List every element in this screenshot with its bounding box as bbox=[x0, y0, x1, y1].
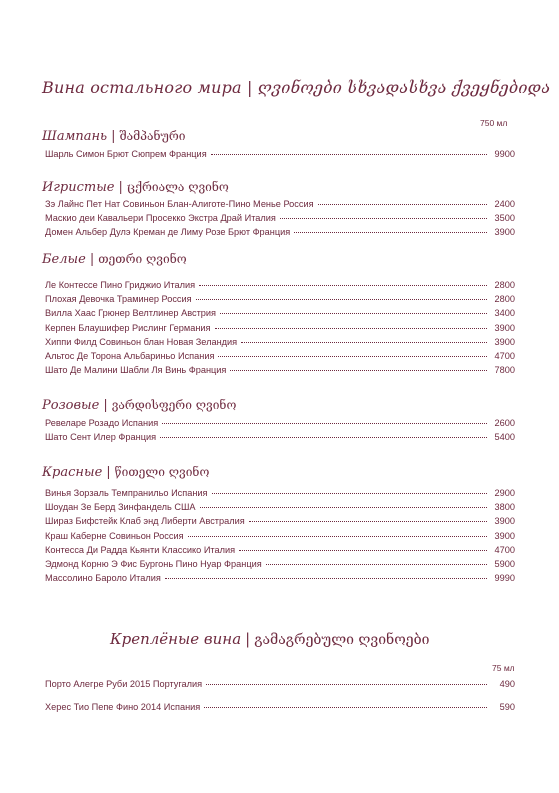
item-price: 3900 bbox=[494, 227, 515, 238]
item-name: Шарль Симон Брют Сюпрем Франция bbox=[45, 149, 207, 159]
item-price: 3400 bbox=[494, 308, 515, 319]
dot-leader bbox=[196, 299, 487, 300]
dot-leader bbox=[266, 564, 487, 565]
section-title-geo: ცქრიალა ღვინო bbox=[126, 180, 229, 194]
menu-item-row bbox=[45, 294, 515, 307]
page-title: Вина остального мира | ღვინოები სხვადასხვა ქვეყნებიდა bbox=[42, 78, 551, 97]
dot-leader bbox=[220, 313, 487, 314]
section-separator: | bbox=[111, 129, 116, 144]
item-price: 2400 bbox=[494, 199, 515, 209]
item-name: Массолино Бароло Италия bbox=[45, 573, 161, 584]
menu-item-row bbox=[45, 351, 515, 364]
section-separator: | bbox=[89, 252, 95, 267]
section-separator: | bbox=[103, 398, 108, 413]
item-name: Порто Алегре Руби 2015 Португалия bbox=[45, 679, 203, 689]
dot-leader bbox=[165, 578, 487, 579]
dot-leader bbox=[204, 707, 487, 708]
volume-label: 750 мл bbox=[480, 118, 508, 128]
section-title-ru: Красные bbox=[42, 465, 103, 480]
item-price: 5900 bbox=[494, 559, 515, 569]
item-name: Домен Альбер Дулэ Креман де Лиму Розе Брют Франция bbox=[45, 227, 291, 238]
dot-leader bbox=[200, 507, 487, 508]
item-name: Маскио деи Кавальери Просекко Экстра Драй Италия bbox=[45, 213, 276, 224]
item-name: Ширaз Бифстейк Клаб энд Либерти Австралия bbox=[45, 516, 245, 527]
item-name: Шато Де Малини Шабли Ля Винь Франция bbox=[45, 365, 227, 376]
item-name: Шоудан Зе Берд Зинфандель США bbox=[45, 502, 196, 513]
dot-leader bbox=[218, 356, 487, 357]
section-heading bbox=[42, 252, 187, 267]
item-price: 2800 bbox=[494, 280, 515, 290]
menu-item-row bbox=[45, 488, 515, 501]
item-price: 4700 bbox=[494, 544, 515, 555]
dot-leader bbox=[239, 550, 487, 551]
item-price: 5400 bbox=[494, 432, 515, 443]
item-price: 3900 bbox=[494, 322, 515, 333]
section-title-ru: Розовые bbox=[42, 398, 100, 413]
dot-leader bbox=[241, 342, 487, 343]
item-name: Эдмонд Корню Э Фис Бургонь Пино Нуар Франция bbox=[45, 559, 262, 569]
section-heading bbox=[42, 398, 236, 413]
section-heading bbox=[42, 465, 209, 480]
item-name: Альтос Де Торона Альбариньо Испания bbox=[45, 351, 215, 361]
menu-item-row bbox=[45, 337, 515, 350]
section-heading bbox=[42, 180, 229, 195]
item-price: 2600 bbox=[494, 418, 515, 428]
item-name: Керпен Блаушифер Рислинг Германия bbox=[45, 322, 211, 333]
menu-item-row bbox=[45, 516, 515, 529]
dot-leader bbox=[294, 232, 487, 233]
menu-item-row bbox=[45, 199, 515, 212]
item-price: 7800 bbox=[494, 365, 515, 376]
item-price: 2800 bbox=[494, 294, 515, 305]
menu-item-row bbox=[45, 213, 515, 226]
section-title-geo: თეთრი ღვინო bbox=[98, 252, 187, 266]
item-price: 3900 bbox=[494, 530, 515, 541]
menu-item-row bbox=[45, 227, 515, 240]
menu-item-row bbox=[45, 559, 515, 572]
menu-item-row bbox=[45, 432, 515, 445]
fortified-title-ru: Креплёные вина bbox=[110, 630, 242, 648]
section-title-geo: ვარდისფერი ღვინო bbox=[111, 398, 237, 412]
menu-item-row bbox=[45, 573, 515, 586]
section-separator: | bbox=[106, 465, 111, 480]
item-name: Краш Каберне Совиньон Россия bbox=[45, 530, 184, 541]
item-name: Ле Контессе Пино Гриджио Италия bbox=[45, 280, 196, 290]
item-price: 590 bbox=[499, 702, 515, 712]
section-separator: | bbox=[118, 180, 123, 195]
menu-item-row bbox=[45, 323, 515, 336]
section-title-ru: Шампань bbox=[42, 129, 108, 144]
item-name: Зэ Лайнс Пет Нат Совиньон Блан-Алиготе-Пино Менье Россия bbox=[45, 199, 314, 209]
dot-leader bbox=[280, 218, 487, 219]
menu-item-row bbox=[45, 149, 515, 162]
item-price: 3500 bbox=[494, 213, 515, 224]
dot-leader bbox=[230, 370, 487, 371]
section-heading bbox=[42, 129, 186, 144]
dot-leader bbox=[249, 521, 487, 522]
section-title-ru: Белые bbox=[42, 252, 86, 267]
item-name: Винья Зорзаль Темпранильо Испания bbox=[45, 488, 208, 498]
menu-item-row bbox=[45, 365, 515, 378]
menu-item-row bbox=[45, 679, 515, 692]
item-name: Вилла Хаас Грюнер Велтлинер Австрия bbox=[45, 308, 217, 319]
menu-item-row bbox=[45, 418, 515, 431]
item-name: Плохая Девочка Траминер Россия bbox=[45, 294, 192, 305]
item-name: Шато Сент Илер Франция bbox=[45, 432, 157, 443]
item-price: 490 bbox=[499, 679, 515, 689]
fortified-volume-label: 75 мл bbox=[492, 663, 515, 673]
menu-item-row bbox=[45, 702, 515, 715]
dot-leader bbox=[206, 684, 487, 685]
dot-leader bbox=[215, 328, 487, 329]
item-price: 9990 bbox=[494, 573, 515, 584]
section-title-geo: წითელი ღვინო bbox=[114, 465, 210, 479]
section-title-geo: შამპანური bbox=[119, 129, 186, 143]
dot-leader bbox=[212, 493, 487, 494]
dot-leader bbox=[162, 423, 487, 424]
menu-item-row bbox=[45, 545, 515, 558]
dot-leader bbox=[211, 154, 487, 155]
fortified-title-geo: გამაგრებული ღვინოები bbox=[254, 632, 430, 648]
menu-item-row bbox=[45, 531, 515, 544]
menu-item-row bbox=[45, 280, 515, 293]
item-price: 3800 bbox=[494, 502, 515, 513]
item-price: 9900 bbox=[494, 149, 515, 159]
menu-item-row bbox=[45, 308, 515, 321]
menu-item-row bbox=[45, 502, 515, 515]
item-name: Ревеларе Розадо Испания bbox=[45, 418, 159, 428]
fortified-section-title: Креплёные вина | გამაგრებული ღვინოები bbox=[110, 630, 430, 648]
item-name: Херес Тио Пепе Фино 2014 Испания bbox=[45, 702, 201, 712]
dot-leader bbox=[188, 536, 487, 537]
item-name: Хиппи Филд Совиньон блан Новая Зеландия bbox=[45, 336, 238, 347]
item-price: 2900 bbox=[494, 488, 515, 498]
section-title-ru: Игристые bbox=[42, 180, 115, 195]
item-name: Контесса Ди Радда Кьянти Классико Италия bbox=[45, 544, 236, 555]
dot-leader bbox=[199, 285, 487, 286]
dot-leader bbox=[160, 437, 487, 438]
item-price: 3900 bbox=[494, 516, 515, 527]
item-price: 4700 bbox=[494, 351, 515, 361]
item-price: 3900 bbox=[494, 336, 515, 347]
dot-leader bbox=[318, 204, 487, 205]
